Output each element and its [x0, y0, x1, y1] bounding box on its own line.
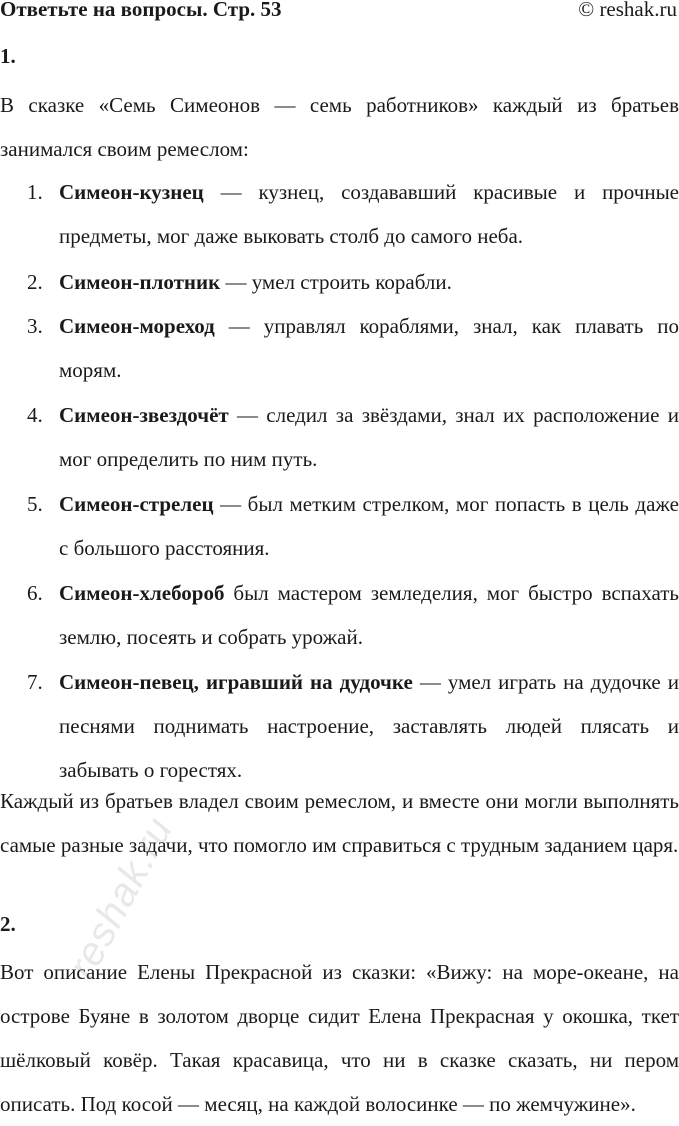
- list-item: [0, 482, 679, 570]
- list-item-name: Симеон-стрелец: [59, 492, 214, 516]
- watermark: reshak.ru: [60, 809, 182, 986]
- list-item-desc: был мастером земледелия, мог быстро вспахать землю, посеять и собрать урожай.: [59, 581, 679, 649]
- list-item-name: Симеон-певец, игравший на дудочке: [59, 670, 413, 694]
- site-credit: © reshak.ru: [578, 0, 677, 21]
- list-item-number: 6.: [27, 581, 43, 605]
- list-item-desc: — был метким стрелком, мог попасть в цель даже с большого расстояния.: [59, 492, 679, 560]
- list-item-number: 3.: [27, 314, 43, 338]
- list-item: [0, 170, 679, 258]
- list-item-name: Симеон-мореход: [59, 314, 215, 338]
- question-1-number: 1.: [0, 44, 16, 68]
- list-item: [0, 571, 679, 659]
- list-item-desc: — следил за звёздами, знал их расположение и мог определить по ним путь.: [59, 403, 679, 471]
- craft-list: [0, 170, 679, 792]
- list-item-number: 1.: [27, 180, 43, 204]
- list-item-desc: — умел строить корабли.: [220, 270, 452, 294]
- list-item-number: 7.: [27, 670, 43, 694]
- list-item: [0, 260, 679, 304]
- list-item-number: 4.: [27, 403, 43, 427]
- question-1-conclusion: Каждый из братьев владел своим ремеслом, и вместе они могли выполнять самые разные задачи, что помогло им справиться с трудным заданием царя.: [0, 789, 679, 857]
- list-item-desc: — управлял кораблями, знал, как плавать по морям.: [59, 314, 679, 382]
- list-item: [0, 393, 679, 481]
- list-item: [0, 660, 679, 792]
- list-item-name: Симеон-кузнец: [59, 180, 204, 204]
- list-item-name: Симеон-звездочёт: [59, 403, 229, 427]
- list-item: [0, 304, 679, 392]
- list-item-desc: — кузнец, создававший красивые и прочные предметы, мог даже выковать столб до самого неба.: [59, 180, 679, 248]
- list-item-number: 5.: [27, 492, 43, 516]
- question-2-number: 2.: [0, 912, 16, 936]
- question-2-text: Вот описание Елены Прекрасной из сказки: «Вижу: на море-океане, на острове Буяне в золотом дворце сидит Елена Прекрасная у окошка, ткет шёлковый ковёр. Такая красавица, что ни в сказке сказать, ни пером описать. Под косой — месяц, на каждой волосинке — по жемчужине».: [0, 960, 679, 1116]
- question-1-intro: В сказке «Семь Симеонов — семь работников» каждый из братьев занимался своим ремеслом:: [0, 93, 679, 161]
- list-item-name: Симеон-хлебороб: [59, 581, 225, 605]
- page-title: Ответьте на вопросы. Стр. 53: [0, 0, 282, 21]
- page-header: [0, 0, 679, 24]
- list-item-number: 2.: [27, 270, 43, 294]
- list-item-desc: — умел играть на дудочке и песнями поднимать настроение, заставлять людей плясать и забывать о горестях.: [59, 670, 679, 782]
- list-item-name: Симеон-плотник: [59, 270, 221, 294]
